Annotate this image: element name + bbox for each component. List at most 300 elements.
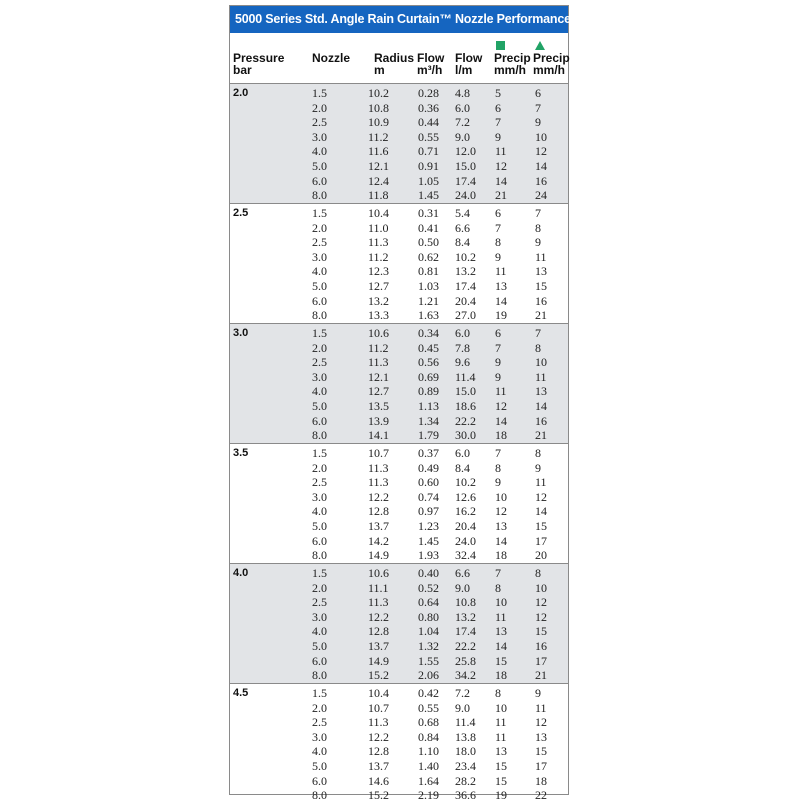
cell-precip-triangle: 20 [535, 548, 547, 563]
cell-flow-lm: 10.2 [455, 249, 476, 264]
pressure-value: 4.0 [233, 567, 249, 579]
cell-nozzle: 8.0 [312, 668, 327, 683]
cell-precip-square: 7 [495, 340, 501, 355]
cell-flow-lm: 20.4 [455, 293, 476, 308]
cell-precip-square: 18 [495, 428, 507, 443]
cell-flow-lm: 20.4 [455, 519, 476, 533]
cell-precip-triangle: 21 [535, 668, 547, 683]
cell-precip-square: 11 [495, 715, 507, 730]
cell-nozzle: 8.0 [312, 548, 327, 563]
cell-flow-m3h: 0.80 [418, 609, 439, 624]
pressure-group [230, 203, 568, 323]
cell-flow-m3h: 0.89 [418, 384, 439, 399]
header-pressure-label: Pressure [233, 51, 285, 65]
cell-flow-m3h: 0.64 [418, 595, 439, 610]
cell-radius: 11.0 [368, 220, 389, 235]
cell-flow-lm: 25.8 [455, 653, 476, 668]
cell-precip-triangle: 14 [535, 399, 547, 413]
cell-precip-triangle: 9 [535, 115, 541, 130]
cell-flow-m3h: 1.45 [418, 188, 439, 203]
table-row [230, 566, 568, 581]
header-row [230, 33, 568, 83]
table-row [230, 730, 568, 745]
header-precip-triangle-unit: mm/h [533, 63, 566, 77]
cell-flow-m3h: 0.55 [418, 129, 439, 144]
table-row [230, 701, 568, 716]
table-row [230, 86, 568, 101]
table-row [230, 115, 568, 130]
cell-radius: 11.2 [368, 340, 389, 355]
cell-flow-m3h: 2.06 [418, 668, 439, 683]
cell-precip-square: 6 [495, 326, 501, 340]
cell-flow-m3h: 0.45 [418, 340, 439, 355]
cell-flow-lm: 11.4 [455, 715, 476, 730]
cell-flow-lm: 30.0 [455, 428, 476, 443]
cell-precip-triangle: 8 [535, 446, 541, 460]
header-precip-square [494, 52, 531, 76]
cell-flow-lm: 22.2 [455, 639, 476, 653]
table-row [230, 370, 568, 385]
table-row [230, 279, 568, 294]
header-flow-lm [455, 52, 482, 76]
cell-flow-m3h: 0.42 [418, 686, 439, 700]
pressure-group [230, 83, 568, 203]
cell-flow-m3h: 0.91 [418, 159, 439, 173]
cell-radius: 14.6 [368, 773, 389, 788]
cell-flow-lm: 8.4 [455, 235, 470, 250]
cell-precip-triangle: 13 [535, 384, 547, 399]
pressure-value: 2.0 [233, 87, 249, 99]
cell-flow-m3h: 0.49 [418, 460, 439, 475]
cell-flow-m3h: 1.45 [418, 533, 439, 548]
header-precip-square-unit: mm/h [494, 63, 527, 77]
pressure-value: 2.5 [233, 207, 249, 219]
cell-flow-lm: 5.4 [455, 206, 470, 220]
table-row [230, 414, 568, 429]
cell-nozzle: 6.0 [312, 413, 327, 428]
cell-radius: 10.2 [368, 86, 389, 100]
cell-precip-square: 15 [495, 759, 507, 773]
cell-radius: 11.8 [368, 188, 389, 203]
cell-precip-square: 18 [495, 548, 507, 563]
cell-nozzle: 8.0 [312, 308, 327, 323]
cell-precip-triangle: 11 [535, 700, 547, 715]
cell-precip-triangle: 11 [535, 249, 547, 264]
cell-flow-lm: 7.8 [455, 340, 470, 355]
cell-flow-lm: 4.8 [455, 86, 470, 100]
cell-flow-lm: 23.4 [455, 759, 476, 773]
header-precip-square-label: Precip [494, 51, 531, 65]
table-row [230, 428, 568, 443]
cell-flow-lm: 8.4 [455, 460, 470, 475]
cell-nozzle: 6.0 [312, 653, 327, 668]
cell-precip-square: 10 [495, 489, 507, 504]
cell-precip-triangle: 12 [535, 595, 547, 610]
table-row [230, 264, 568, 279]
cell-precip-triangle: 9 [535, 686, 541, 700]
cell-radius: 10.9 [368, 115, 389, 130]
cell-precip-triangle: 10 [535, 580, 547, 595]
cell-precip-square: 6 [495, 206, 501, 220]
table-row [230, 490, 568, 505]
cell-precip-triangle: 21 [535, 428, 547, 443]
cell-radius: 12.8 [368, 624, 389, 639]
cell-precip-triangle: 18 [535, 773, 547, 788]
cell-flow-m3h: 1.05 [418, 173, 439, 188]
cell-flow-m3h: 2.19 [418, 788, 439, 803]
cell-flow-m3h: 0.84 [418, 729, 439, 744]
cell-flow-m3h: 1.79 [418, 428, 439, 443]
cell-precip-square: 13 [495, 279, 507, 293]
cell-radius: 11.3 [368, 595, 389, 610]
cell-precip-square: 9 [495, 369, 501, 384]
cell-flow-m3h: 0.44 [418, 115, 439, 130]
cell-precip-triangle: 12 [535, 489, 547, 504]
table-row [230, 534, 568, 549]
cell-precip-triangle: 14 [535, 159, 547, 173]
cell-radius: 11.3 [368, 715, 389, 730]
cell-precip-square: 13 [495, 519, 507, 533]
cell-precip-square: 7 [495, 115, 501, 130]
cell-nozzle: 5.0 [312, 639, 327, 653]
cell-precip-triangle: 12 [535, 715, 547, 730]
cell-flow-lm: 15.0 [455, 384, 476, 399]
table-row [230, 715, 568, 730]
cell-flow-m3h: 0.81 [418, 264, 439, 279]
cell-precip-triangle: 7 [535, 206, 541, 220]
cell-flow-lm: 24.0 [455, 188, 476, 203]
cell-nozzle: 5.0 [312, 759, 327, 773]
table-row [230, 130, 568, 145]
cell-nozzle: 2.5 [312, 235, 327, 250]
cell-precip-square: 7 [495, 220, 501, 235]
cell-precip-triangle: 16 [535, 413, 547, 428]
cell-precip-square: 14 [495, 293, 507, 308]
cell-nozzle: 8.0 [312, 188, 327, 203]
cell-precip-triangle: 17 [535, 533, 547, 548]
cell-flow-m3h: 0.37 [418, 446, 439, 460]
cell-radius: 11.6 [368, 144, 389, 159]
cell-precip-triangle: 16 [535, 293, 547, 308]
header-precip-triangle [533, 52, 570, 76]
cell-flow-m3h: 0.41 [418, 220, 439, 235]
cell-flow-m3h: 0.50 [418, 235, 439, 250]
cell-flow-lm: 32.4 [455, 548, 476, 563]
table-row [230, 355, 568, 370]
cell-flow-lm: 11.4 [455, 369, 476, 384]
cell-radius: 13.3 [368, 308, 389, 323]
cell-radius: 12.2 [368, 729, 389, 744]
cell-precip-square: 11 [495, 144, 507, 159]
cell-precip-square: 18 [495, 668, 507, 683]
cell-radius: 12.1 [368, 159, 389, 173]
cell-flow-m3h: 0.71 [418, 144, 439, 159]
cell-flow-lm: 6.6 [455, 566, 470, 580]
cell-precip-triangle: 7 [535, 326, 541, 340]
cell-flow-m3h: 0.36 [418, 100, 439, 115]
cell-radius: 13.5 [368, 399, 389, 413]
cell-radius: 12.2 [368, 489, 389, 504]
cell-precip-triangle: 21 [535, 308, 547, 323]
cell-precip-triangle: 15 [535, 519, 547, 533]
cell-flow-lm: 22.2 [455, 413, 476, 428]
cell-nozzle: 4.0 [312, 264, 327, 279]
table-row [230, 101, 568, 116]
cell-radius: 10.7 [368, 446, 389, 460]
green-square-icon [496, 41, 505, 50]
cell-precip-triangle: 11 [535, 369, 547, 384]
cell-flow-lm: 15.0 [455, 159, 476, 173]
cell-nozzle: 5.0 [312, 159, 327, 173]
cell-flow-m3h: 0.34 [418, 326, 439, 340]
table-row [230, 668, 568, 683]
cell-precip-triangle: 15 [535, 744, 547, 759]
cell-radius: 13.2 [368, 293, 389, 308]
cell-precip-triangle: 15 [535, 624, 547, 639]
cell-radius: 13.7 [368, 519, 389, 533]
cell-radius: 10.6 [368, 566, 389, 580]
cell-precip-square: 7 [495, 446, 501, 460]
cell-precip-square: 12 [495, 399, 507, 413]
header-radius [374, 52, 414, 76]
cell-nozzle: 3.0 [312, 489, 327, 504]
cell-flow-lm: 17.4 [455, 624, 476, 639]
cell-flow-lm: 9.0 [455, 700, 470, 715]
cell-flow-m3h: 1.34 [418, 413, 439, 428]
cell-flow-m3h: 0.40 [418, 566, 439, 580]
pressure-group [230, 683, 568, 803]
cell-precip-square: 15 [495, 773, 507, 788]
cell-precip-square: 12 [495, 159, 507, 173]
cell-nozzle: 4.0 [312, 144, 327, 159]
cell-precip-triangle: 8 [535, 566, 541, 580]
cell-flow-lm: 24.0 [455, 533, 476, 548]
table-row [230, 326, 568, 341]
cell-radius: 10.4 [368, 686, 389, 700]
cell-nozzle: 2.5 [312, 355, 327, 370]
cell-precip-triangle: 22 [535, 788, 547, 803]
table-row [230, 639, 568, 654]
cell-flow-lm: 9.6 [455, 355, 470, 370]
cell-nozzle: 2.0 [312, 100, 327, 115]
cell-nozzle: 1.5 [312, 686, 327, 700]
table-row [230, 308, 568, 323]
header-pressure [233, 52, 284, 76]
cell-flow-lm: 12.6 [455, 489, 476, 504]
cell-flow-m3h: 0.97 [418, 504, 439, 519]
nozzle-performance-table [229, 5, 571, 803]
header-nozzle-label: Nozzle [312, 51, 351, 65]
cell-flow-lm: 16.2 [455, 504, 476, 519]
cell-flow-m3h: 0.74 [418, 489, 439, 504]
cell-radius: 11.3 [368, 475, 389, 490]
cell-precip-square: 10 [495, 595, 507, 610]
cell-radius: 13.7 [368, 759, 389, 773]
header-radius-unit: m [374, 63, 385, 77]
cell-nozzle: 8.0 [312, 788, 327, 803]
cell-flow-lm: 17.4 [455, 173, 476, 188]
cell-flow-lm: 7.2 [455, 686, 470, 700]
cell-precip-triangle: 13 [535, 264, 547, 279]
cell-radius: 15.2 [368, 668, 389, 683]
cell-flow-lm: 10.2 [455, 475, 476, 490]
cell-flow-lm: 6.0 [455, 446, 470, 460]
table-row [230, 235, 568, 250]
table-row [230, 788, 568, 803]
cell-precip-square: 11 [495, 609, 507, 624]
cell-flow-lm: 18.0 [455, 744, 476, 759]
table-row [230, 174, 568, 189]
cell-flow-lm: 7.2 [455, 115, 470, 130]
cell-nozzle: 4.0 [312, 384, 327, 399]
cell-flow-lm: 6.0 [455, 326, 470, 340]
cell-nozzle: 2.5 [312, 595, 327, 610]
cell-nozzle: 8.0 [312, 428, 327, 443]
cell-nozzle: 1.5 [312, 86, 327, 100]
cell-precip-square: 19 [495, 788, 507, 803]
cell-nozzle: 2.0 [312, 460, 327, 475]
cell-precip-triangle: 12 [535, 609, 547, 624]
cell-precip-triangle: 12 [535, 144, 547, 159]
table-row [230, 250, 568, 265]
table-row [230, 519, 568, 534]
cell-radius: 12.1 [368, 369, 389, 384]
cell-precip-triangle: 15 [535, 279, 547, 293]
table-row [230, 144, 568, 159]
cell-precip-square: 13 [495, 624, 507, 639]
cell-precip-square: 11 [495, 264, 507, 279]
cell-precip-square: 9 [495, 249, 501, 264]
cell-precip-triangle: 9 [535, 235, 541, 250]
cell-nozzle: 5.0 [312, 279, 327, 293]
cell-radius: 13.7 [368, 639, 389, 653]
cell-nozzle: 2.0 [312, 580, 327, 595]
cell-precip-square: 10 [495, 700, 507, 715]
header-radius-label: Radius [374, 51, 415, 65]
cell-precip-square: 13 [495, 744, 507, 759]
cell-nozzle: 2.5 [312, 475, 327, 490]
cell-radius: 12.3 [368, 264, 389, 279]
header-flow-lm-label: Flow [455, 51, 483, 65]
cell-nozzle: 3.0 [312, 369, 327, 384]
cell-precip-square: 8 [495, 580, 501, 595]
table-row [230, 221, 568, 236]
table-row [230, 581, 568, 596]
cell-flow-m3h: 0.62 [418, 249, 439, 264]
table-row [230, 399, 568, 414]
cell-flow-lm: 9.0 [455, 580, 470, 595]
cell-flow-lm: 9.0 [455, 129, 470, 144]
cell-flow-m3h: 1.04 [418, 624, 439, 639]
table-row [230, 504, 568, 519]
cell-nozzle: 2.5 [312, 115, 327, 130]
cell-flow-m3h: 1.55 [418, 653, 439, 668]
table-row [230, 654, 568, 669]
table-row [230, 686, 568, 701]
cell-radius: 14.9 [368, 653, 389, 668]
cell-nozzle: 2.5 [312, 715, 327, 730]
cell-nozzle: 1.5 [312, 206, 327, 220]
cell-precip-triangle: 8 [535, 220, 541, 235]
cell-nozzle: 1.5 [312, 566, 327, 580]
cell-nozzle: 6.0 [312, 533, 327, 548]
table-row [230, 384, 568, 399]
cell-nozzle: 6.0 [312, 293, 327, 308]
cell-radius: 10.7 [368, 700, 389, 715]
cell-precip-square: 12 [495, 504, 507, 519]
cell-radius: 12.2 [368, 609, 389, 624]
cell-precip-square: 5 [495, 86, 501, 100]
cell-radius: 14.2 [368, 533, 389, 548]
table-row [230, 759, 568, 774]
cell-flow-lm: 6.6 [455, 220, 470, 235]
cell-radius: 12.8 [368, 744, 389, 759]
cell-nozzle: 6.0 [312, 773, 327, 788]
header-nozzle [312, 52, 350, 64]
cell-nozzle: 3.0 [312, 249, 327, 264]
cell-precip-square: 9 [495, 129, 501, 144]
cell-flow-lm: 18.6 [455, 399, 476, 413]
cell-flow-m3h: 1.63 [418, 308, 439, 323]
pressure-value: 3.0 [233, 327, 249, 339]
cell-precip-square: 8 [495, 460, 501, 475]
header-precip-triangle-label: Precip [533, 51, 570, 65]
cell-precip-square: 21 [495, 188, 507, 203]
table-row [230, 341, 568, 356]
cell-flow-m3h: 1.32 [418, 639, 439, 653]
cell-flow-m3h: 1.03 [418, 279, 439, 293]
cell-precip-square: 11 [495, 729, 507, 744]
cell-precip-square: 11 [495, 384, 507, 399]
cell-precip-square: 7 [495, 566, 501, 580]
cell-radius: 10.6 [368, 326, 389, 340]
table-row [230, 744, 568, 759]
cell-flow-m3h: 1.23 [418, 519, 439, 533]
cell-flow-lm: 12.0 [455, 144, 476, 159]
green-triangle-icon [535, 41, 545, 50]
cell-precip-triangle: 9 [535, 460, 541, 475]
cell-flow-m3h: 1.64 [418, 773, 439, 788]
cell-flow-m3h: 0.55 [418, 700, 439, 715]
cell-flow-lm: 27.0 [455, 308, 476, 323]
cell-nozzle: 2.0 [312, 700, 327, 715]
cell-radius: 11.3 [368, 460, 389, 475]
cell-nozzle: 6.0 [312, 173, 327, 188]
cell-radius: 12.4 [368, 173, 389, 188]
table-row [230, 159, 568, 174]
cell-flow-lm: 13.2 [455, 264, 476, 279]
pressure-group [230, 443, 568, 563]
table-row [230, 475, 568, 490]
cell-radius: 11.3 [368, 235, 389, 250]
cell-precip-triangle: 16 [535, 639, 547, 653]
cell-flow-m3h: 1.13 [418, 399, 439, 413]
cell-precip-square: 14 [495, 533, 507, 548]
table-row [230, 774, 568, 789]
table-row [230, 548, 568, 563]
table-row [230, 294, 568, 309]
cell-precip-triangle: 7 [535, 100, 541, 115]
cell-radius: 12.7 [368, 279, 389, 293]
pressure-group [230, 563, 568, 683]
cell-flow-lm: 36.6 [455, 788, 476, 803]
cell-flow-m3h: 0.28 [418, 86, 439, 100]
cell-precip-square: 14 [495, 639, 507, 653]
table-row [230, 446, 568, 461]
cell-nozzle: 3.0 [312, 609, 327, 624]
cell-precip-triangle: 10 [535, 129, 547, 144]
cell-precip-square: 15 [495, 653, 507, 668]
